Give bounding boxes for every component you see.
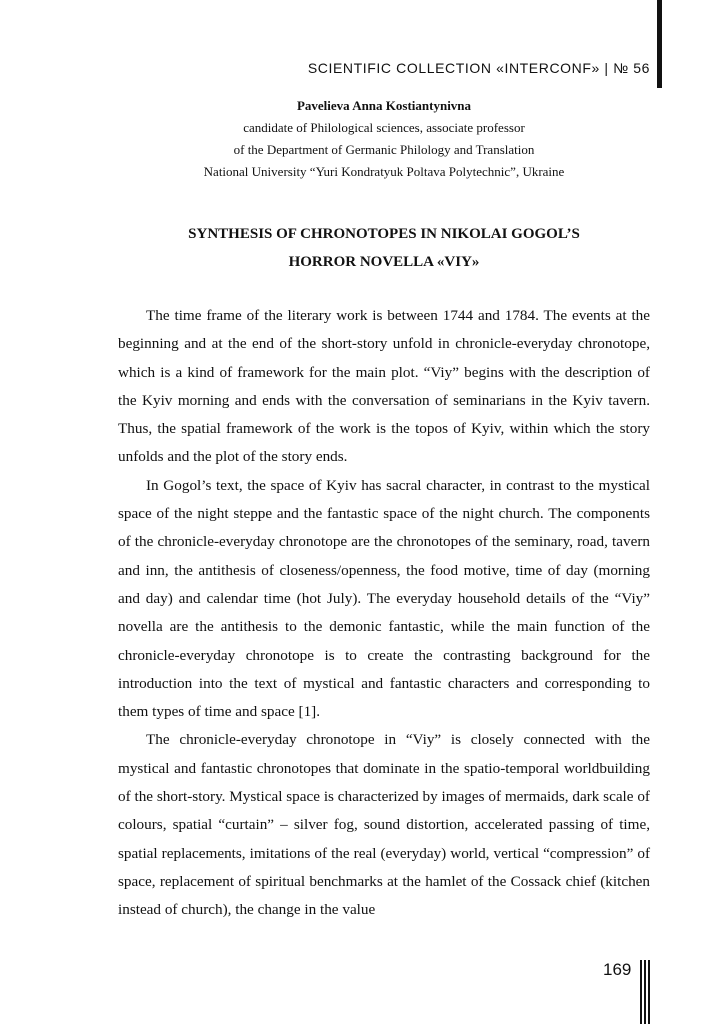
author-name: Pavelieva Anna Kostiantynivna	[296, 98, 472, 113]
body-paragraph: In Gogol’s text, the space of Kyiv has sacral character, in contrast to the mystical space of the night steppe and the fantastic space of the night church. The components of the chronicle-everyday chronotope are the chronotopes of the seminary, road, tavern and inn, the antithesis of closeness/openness, the food motive, time of day (morning and day) and calendar time (hot July). The everyday household details of the “Viy” novella are the antithesis to the demonic fantastic, while the main function of the chronicle-everyday chronotope is to create the contrasting background for the introduction into the text of mystical and fantastic characters and corresponding to them types of time and space [1].	[118, 476, 650, 721]
page-number: 169	[603, 960, 632, 979]
title-line-2: HORROR NOVELLA «VIY»	[288, 254, 480, 270]
article-body	[118, 302, 650, 925]
footer-rule	[640, 960, 642, 1024]
body-paragraph: The chronicle-everyday chronotope in “Viy” is closely connected with the mystical and fantastic chronotopes that dominate in the spatio-temporal worldbuilding of the short-story. Mystical space is characterized by images of mermaids, dark scale of colours, spatial “curtain” – silver fog, sound distortion, accelerated passing of time, spatial replacements, imitations of the real (everyday) world, vertical “compression” of space, replacement of spiritual benchmarks at the hamlet of the Cossack chief (kitchen instead of church), the change in the value	[118, 731, 650, 919]
running-head: SCIENTIFIC COLLECTION «INTERCONF» | № 56	[307, 60, 650, 76]
footer-rule	[648, 960, 650, 1024]
author-department: of the Department of Germanic Philology and Translation	[233, 142, 535, 157]
header-rule	[657, 0, 662, 88]
author-institution: National University “Yuri Kondratyuk Poltava Polytechnic”, Ukraine	[203, 164, 565, 179]
body-paragraph: The time frame of the literary work is between 1744 and 1784. The events at the beginning and at the end of the short-story unfold in chronicle-everyday chronotope, which is a kind of framework for the main plot. “Viy” begins with the description of the Kyiv morning and ends with the conversation of seminarians in the Kyiv tavern. Thus, the spatial framework of the work is the topos of Kyiv, within which the story unfolds and the plot of the story ends.	[118, 307, 650, 466]
title-line-1: SYNTHESIS OF CHRONOTOPES IN NIKOLAI GOGOL’S	[188, 226, 580, 242]
footer-rules	[640, 960, 652, 1024]
author-block	[118, 95, 650, 183]
author-degree: candidate of Philological sciences, associate professor	[243, 120, 525, 135]
article-title	[118, 220, 650, 276]
footer-rule	[644, 960, 646, 1024]
